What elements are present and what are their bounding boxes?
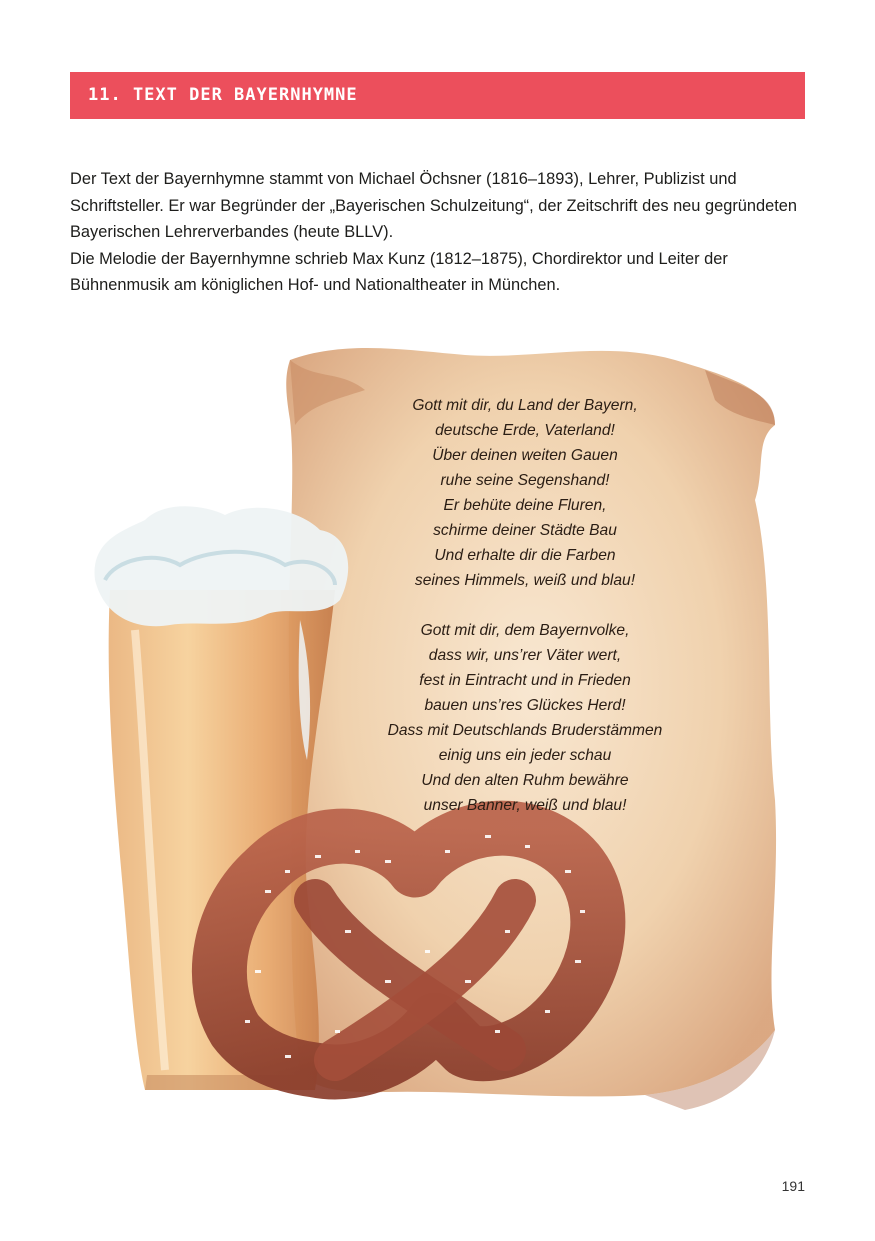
- hymn-text: [375, 393, 675, 843]
- verse-line: fest in Eintracht und in Frieden: [419, 672, 631, 689]
- intro-text: [70, 166, 810, 299]
- verse-line: dass wir, uns’rer Väter wert,: [428, 647, 622, 664]
- section-title: 11. TEXT DER BAYERNHYMNE: [88, 85, 358, 105]
- verse-line: Und den alten Ruhm bewähre: [421, 772, 629, 789]
- verse-line: ruhe seine Segenshand!: [440, 472, 610, 489]
- verse-line: einig uns ein jeder schau: [438, 747, 612, 764]
- hymn-stanza-1: [375, 393, 675, 593]
- verse-line: Und erhalte dir die Farben: [434, 547, 616, 564]
- verse-line: Er behüte deine Fluren,: [443, 497, 607, 514]
- verse-line: bauen uns’res Glückes Herd!: [424, 697, 626, 714]
- verse-line: seines Himmels, weiß und blau!: [414, 572, 636, 589]
- verse-line: Gott mit dir, dem Bayernvolke,: [420, 622, 630, 639]
- intro-paragraph-author: Der Text der Bayernhymne stammt von Michael Öchsner (1816–1893), Lehrer, Publizist und Schriftsteller. Er war Begründer der „Bayerischen Schulzeitung“, der Zeitschrift des neu gegründeten Bayerischen Lehrerverbandes (heute BLLV).: [70, 170, 798, 241]
- section-header-bar: [70, 72, 805, 119]
- verse-line: unser Banner, weiß und blau!: [423, 797, 627, 814]
- verse-line: Über deinen weiten Gauen: [432, 447, 618, 464]
- verse-line: Gott mit dir, du Land der Bayern,: [412, 397, 638, 414]
- verse-line: Dass mit Deutschlands Bruderstämmen: [387, 722, 663, 739]
- intro-paragraph-melody: Die Melodie der Bayernhymne schrieb Max Kunz (1812–1875), Chordirektor und Leiter der Bühnenmusik am königlichen Hof- und Nationaltheater in München.: [70, 249, 728, 294]
- verse-line: deutsche Erde, Vaterland!: [435, 422, 615, 439]
- hymn-stanza-2: [375, 618, 675, 818]
- verse-line: schirme deiner Städte Bau: [433, 522, 617, 539]
- page-number: 191: [781, 1178, 805, 1194]
